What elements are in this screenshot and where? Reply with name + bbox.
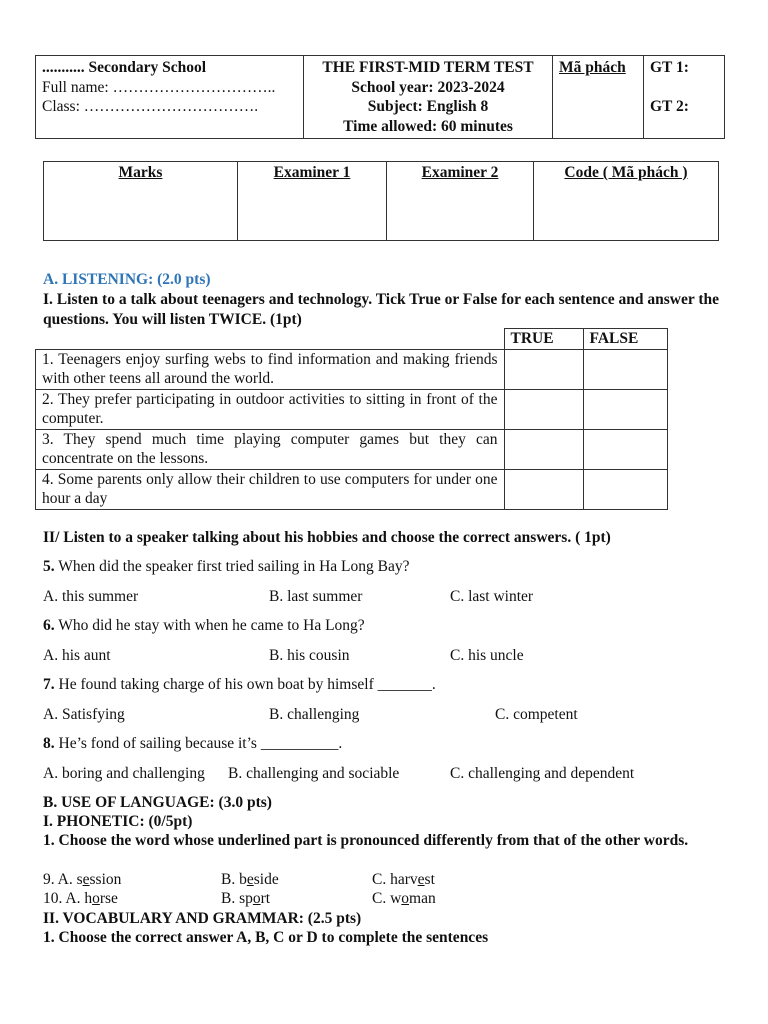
true-box-4[interactable] [504,469,583,509]
option-a[interactable]: 9. A. session [43,871,122,888]
marks-header: Marks [44,162,238,241]
school-name: ........... Secondary School [42,59,207,76]
table-row [36,469,668,509]
class-field: Class: ……………………………. [42,98,259,115]
question-text: Who did he stay with when he came to Ha Long? [54,617,365,634]
false-header: FALSE [583,329,668,350]
part2-instruction: II/ Listen to a speaker talking about his hobbies and choose the correct answers. ( 1pt) [43,529,611,546]
language-heading: B. USE OF LANGUAGE: (3.0 pts) [43,794,272,811]
phonetic-instruction: 1. Choose the word whose underlined part is pronounced differently from that of the other words. [43,832,689,849]
gt1-label: GT 1: [650,59,689,76]
listening-heading: A. LISTENING: (2.0 pts) [43,271,211,288]
gt-cell [644,56,725,139]
question-number: 7. [43,676,55,693]
marks-table [43,161,719,241]
part1-instruction: I. Listen to a talk about teenagers and technology. Tick True or False for each sentence and answer the questions. You will listen TWICE. (1pt) [43,291,719,328]
statement-2: 2. They prefer participating in outdoor activities to sitting in front of the computer. [36,389,505,429]
statement-1: 1. Teenagers enjoy surfing webs to find information and making friends with other teens all around the world. [36,349,505,389]
false-box-4[interactable] [583,469,668,509]
option-b[interactable]: B. challenging [269,706,360,723]
false-box-2[interactable] [583,389,668,429]
option-c[interactable]: C. woman [372,890,436,907]
vocab-heading: II. VOCABULARY AND GRAMMAR: (2.5 pts) [43,910,362,927]
option-c[interactable]: C. challenging and dependent [450,765,635,782]
question-number: 6. [43,617,55,634]
examiner2-header: Examiner 2 [387,162,534,241]
time-allowed: Time allowed: 60 minutes [343,117,513,135]
vocab-instruction: 1. Choose the correct answer A, B, C or D to complete the sentences [43,929,489,946]
option-c[interactable]: C. his uncle [450,647,524,664]
false-box-3[interactable] [583,429,668,469]
full-name-field: Full name: ………………………….. [42,78,276,96]
question-text: He’s fond of sailing because it’s __________. [54,735,343,752]
question-5 [43,557,719,577]
option-b[interactable]: B. beside [221,871,279,888]
header-table [35,55,725,139]
true-false-table [35,328,668,510]
subject: Subject: English 8 [367,98,489,115]
question-7 [43,675,719,695]
test-info-cell [304,56,553,139]
option-c[interactable]: C. harvest [372,871,435,888]
option-b[interactable]: B. last summer [269,588,363,605]
true-box-2[interactable] [504,389,583,429]
question-number: 8. [43,735,55,752]
statement-4: 4. Some parents only allow their children to use computers for under one hour a day [36,469,505,509]
option-a[interactable]: A. his aunt [43,647,111,664]
question-6 [43,616,719,636]
gt2-label: GT 2: [650,98,689,115]
ma-phach-label: Mã phách [559,59,626,76]
statement-3: 3. They spend much time playing computer games but they can concentrate on the lessons. [36,429,505,469]
option-a[interactable]: A. this summer [43,588,139,605]
table-row [36,389,668,429]
true-box-3[interactable] [504,429,583,469]
examiner1-header: Examiner 1 [238,162,387,241]
ma-phach-cell [553,56,644,139]
option-b[interactable]: B. his cousin [269,647,350,664]
table-row [36,349,668,389]
question-text: He found taking charge of his own boat by himself _______. [54,676,436,693]
code-header: Code ( Mã phách ) [534,162,719,241]
table-row [36,429,668,469]
school-year: School year: 2023-2024 [351,78,505,96]
option-c[interactable]: C. last winter [450,588,534,605]
question-number: 5. [43,558,55,575]
question-text: When did the speaker first tried sailing in Ha Long Bay? [54,558,410,575]
option-a[interactable]: A. boring and challenging [43,765,205,782]
option-c[interactable]: C. competent [495,706,578,723]
phonetic-heading: I. PHONETIC: (0/5pt) [43,813,193,830]
test-title: THE FIRST-MID TERM TEST [322,59,534,76]
option-b[interactable]: B. challenging and sociable [228,765,400,782]
false-box-1[interactable] [583,349,668,389]
option-a[interactable]: A. Satisfying [43,706,125,723]
true-header: TRUE [504,329,583,350]
option-b[interactable]: B. sport [221,890,271,907]
true-box-1[interactable] [504,349,583,389]
option-a[interactable]: 10. A. horse [43,890,118,907]
question-8 [43,734,719,754]
student-info-cell [36,56,304,139]
